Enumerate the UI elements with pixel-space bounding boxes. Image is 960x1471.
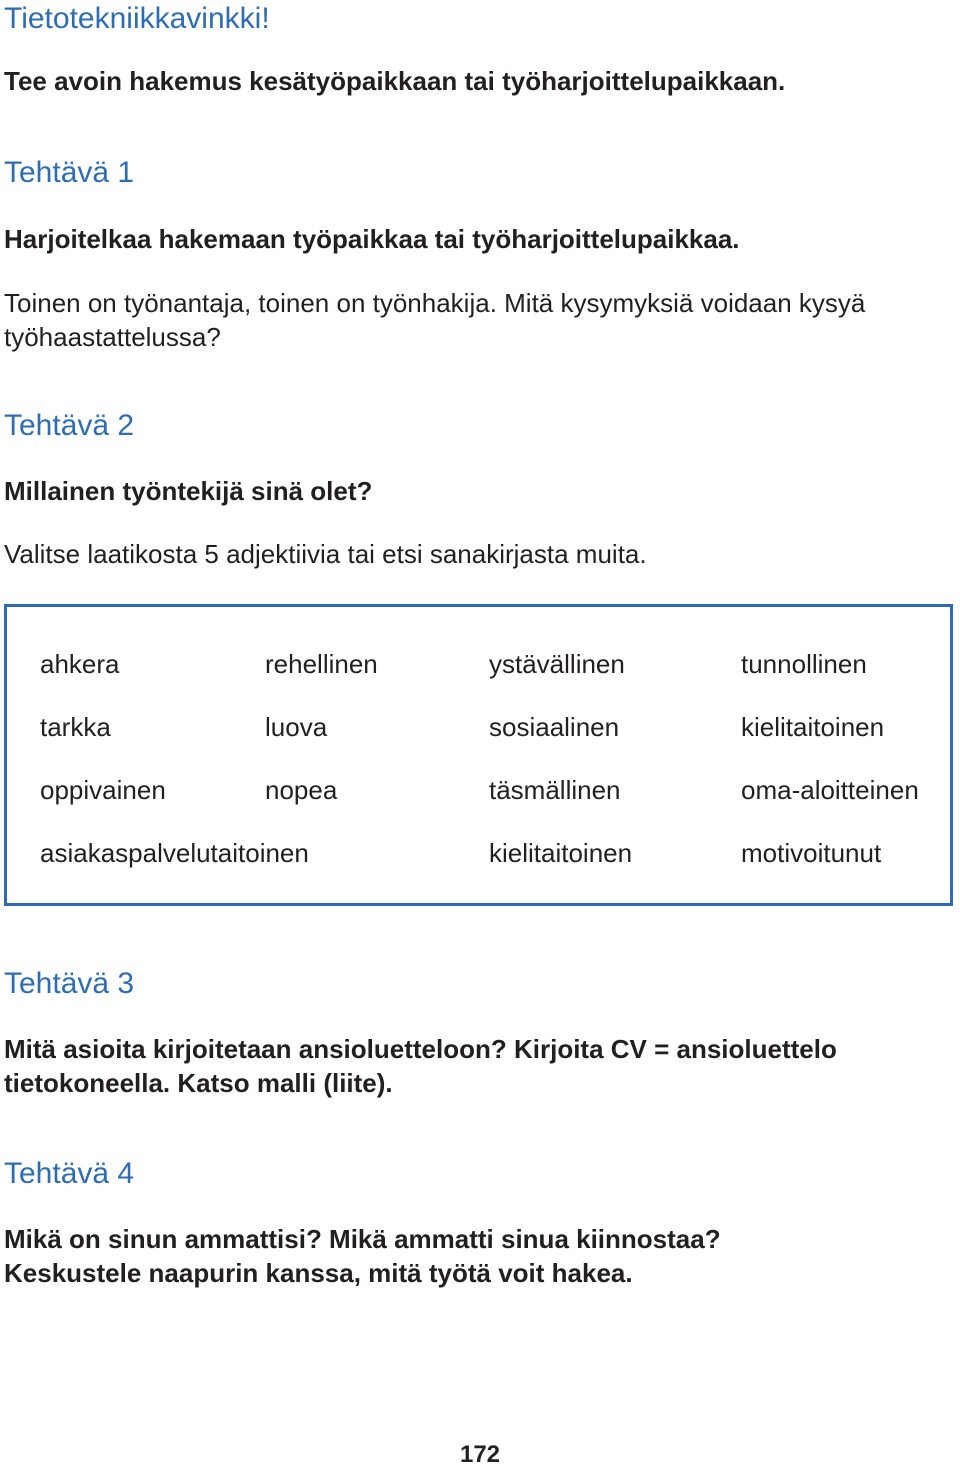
adjective-word: oma-aloitteinen <box>741 775 919 805</box>
adjective-word: sosiaalinen <box>489 712 620 742</box>
task-2-question: Millainen työntekijä sinä olet? <box>4 476 373 506</box>
task-1-description: Toinen on työnantaja, toinen on työnhakija. Mitä kysymyksiä voidaan kysyä työhaastattelussa? <box>4 288 866 352</box>
page-number: 172 <box>459 1441 501 1468</box>
adjective-word: tunnollinen <box>741 649 867 679</box>
page-title: Tietotekniikkavinkki! <box>4 2 270 35</box>
adjective-word: tarkka <box>40 712 111 742</box>
adjective-word: nopea <box>265 775 338 805</box>
adjective-word: motivoitunut <box>741 838 882 868</box>
task-1-instruction: Harjoitelkaa hakemaan työpaikkaa tai työharjoittelupaikkaa. <box>4 224 740 254</box>
intro-text: Tee avoin hakemus kesätyöpaikkaan tai työharjoittelupaikkaan. <box>4 66 786 96</box>
adjective-word: ystävällinen <box>489 649 625 679</box>
adjective-word: kielitaitoinen <box>489 838 633 868</box>
adjective-word: asiakaspalvelutaitoinen <box>40 838 309 868</box>
task-1-heading: Tehtävä 1 <box>4 156 135 189</box>
adjective-box <box>4 604 953 906</box>
adjective-word: luova <box>265 712 328 742</box>
task-4-text: Mikä on sinun ammattisi? Mikä ammatti sinua kiinnostaa? Keskustele naapurin kanssa, mitä työtä voit hakea. <box>4 1224 721 1288</box>
task-2-heading: Tehtävä 2 <box>4 409 135 442</box>
task-3-heading: Tehtävä 3 <box>4 967 135 1000</box>
adjective-word: kielitaitoinen <box>741 712 885 742</box>
task-4-heading: Tehtävä 4 <box>4 1157 135 1190</box>
adjective-word: ahkera <box>40 649 120 679</box>
task-2-instruction: Valitse laatikosta 5 adjektiivia tai etsi sanakirjasta muita. <box>4 539 647 569</box>
adjective-word: täsmällinen <box>489 775 621 805</box>
adjective-word: rehellinen <box>265 649 378 679</box>
task-3-text: Mitä asioita kirjoitetaan ansioluetteloon? Kirjoita CV = ansioluettelo tietokoneella. Katso malli (liite). <box>4 1034 837 1098</box>
adjective-word: oppivainen <box>40 775 166 805</box>
